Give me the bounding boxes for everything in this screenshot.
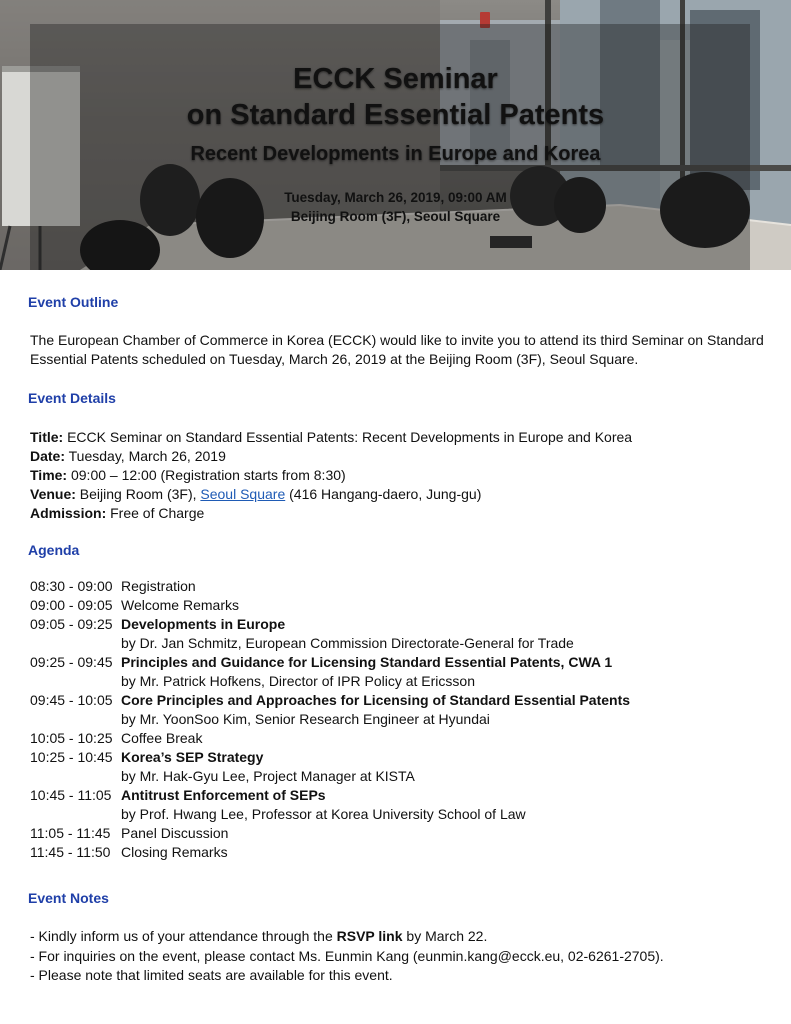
hero-date: Tuesday, March 26, 2019, 09:00 AM bbox=[284, 190, 507, 205]
detail-venue-prefix: Beijing Room (3F), bbox=[75, 486, 201, 502]
detail-admission-value: Free of Charge bbox=[106, 505, 205, 521]
agenda-speaker: by Prof. Hwang Lee, Professor at Korea University School of Law bbox=[121, 806, 526, 822]
agenda-row bbox=[30, 824, 770, 843]
details-heading: Event Details bbox=[28, 390, 116, 406]
agenda-row bbox=[30, 767, 770, 786]
agenda-session-title: Principles and Guidance for Licensing Standard Essential Patents, CWA 1 bbox=[121, 654, 613, 670]
agenda-row bbox=[30, 805, 770, 824]
agenda-row bbox=[30, 843, 770, 862]
agenda-session-title: Core Principles and Approaches for Licensing of Standard Essential Patents bbox=[121, 692, 631, 708]
hero-title-line1: ECCK Seminar bbox=[293, 63, 498, 95]
detail-date-value: Tuesday, March 26, 2019 bbox=[65, 448, 226, 464]
detail-title-value: ECCK Seminar on Standard Essential Patents: Recent Developments in Europe and Korea bbox=[63, 429, 633, 445]
agenda-row bbox=[30, 634, 770, 653]
agenda-time: 11:45 - 11:50 bbox=[30, 844, 111, 860]
seoul-square-link[interactable]: Seoul Square bbox=[200, 486, 286, 502]
detail-venue-label: Venue: bbox=[30, 486, 76, 502]
agenda-row bbox=[30, 748, 770, 767]
agenda-row bbox=[30, 729, 770, 748]
agenda-row bbox=[30, 672, 770, 691]
agenda-session-title: Coffee Break bbox=[121, 730, 203, 746]
detail-admission-row bbox=[30, 504, 204, 523]
agenda-row bbox=[30, 710, 770, 729]
agenda-session-title: Korea’s SEP Strategy bbox=[121, 749, 264, 765]
detail-venue-row bbox=[30, 485, 481, 504]
notes-list bbox=[30, 927, 770, 986]
note-rsvp-suffix: by March 22. bbox=[402, 928, 488, 944]
hero-title-line2: on Standard Essential Patents bbox=[186, 99, 605, 131]
hero-venue: Beijing Room (3F), Seoul Square bbox=[290, 209, 501, 224]
detail-time-value: 09:00 – 12:00 (Registration starts from 8:30) bbox=[67, 467, 346, 483]
agenda-time: 11:05 - 11:45 bbox=[30, 825, 111, 841]
note-rsvp-prefix: - Kindly inform us of your attendance through the bbox=[30, 928, 337, 944]
agenda-time: 10:25 - 10:45 bbox=[30, 749, 113, 765]
agenda-session-title: Developments in Europe bbox=[121, 616, 286, 632]
detail-date-label: Date: bbox=[30, 448, 66, 464]
agenda-speaker: by Dr. Jan Schmitz, European Commission Directorate-General for Trade bbox=[121, 635, 574, 651]
hero-subtitle: Recent Developments in Europe and Korea bbox=[190, 143, 601, 165]
outline-text: The European Chamber of Commerce in Korea (ECCK) would like to invite you to attend its third Seminar on Standard Essential Patents scheduled on Tuesday, March 26, 2019 at the Beijing Room (3F), Seoul Square. bbox=[30, 332, 764, 367]
agenda-row bbox=[30, 653, 770, 672]
agenda-time: 09:45 - 10:05 bbox=[30, 692, 113, 708]
agenda-time: 09:00 - 09:05 bbox=[30, 597, 113, 613]
agenda-row bbox=[30, 786, 770, 805]
agenda-time: 10:45 - 11:05 bbox=[30, 787, 112, 803]
agenda-session-title: Closing Remarks bbox=[121, 844, 228, 860]
agenda-list bbox=[30, 577, 770, 862]
agenda-time: 09:25 - 09:45 bbox=[30, 654, 113, 670]
detail-venue-suffix: (416 Hangang-daero, Jung-gu) bbox=[285, 486, 482, 502]
outline-heading: Event Outline bbox=[28, 294, 119, 310]
detail-time-row bbox=[30, 466, 346, 485]
agenda-time: 08:30 - 09:00 bbox=[30, 578, 113, 594]
hero-banner bbox=[0, 0, 791, 270]
note-item-seats: - Please note that limited seats are available for this event. bbox=[30, 967, 393, 983]
agenda-session-title: Panel Discussion bbox=[121, 825, 229, 841]
agenda-session-title: Registration bbox=[121, 578, 196, 594]
note-item-contact: - For inquiries on the event, please contact Ms. Eunmin Kang (eunmin.kang@ecck.eu, 02-6261-2705). bbox=[30, 947, 664, 964]
note-item-rsvp bbox=[30, 927, 770, 947]
agenda-session-title: Welcome Remarks bbox=[121, 597, 239, 613]
agenda-time: 10:05 - 10:25 bbox=[30, 730, 113, 746]
agenda-time: 09:05 - 09:25 bbox=[30, 616, 113, 632]
agenda-speaker: by Mr. Hak-Gyu Lee, Project Manager at KISTA bbox=[121, 768, 415, 784]
agenda-row bbox=[30, 615, 770, 634]
agenda-session-title: Antitrust Enforcement of SEPs bbox=[121, 787, 326, 803]
detail-title-row bbox=[30, 428, 632, 447]
agenda-heading: Agenda bbox=[28, 542, 80, 558]
detail-admission-label: Admission: bbox=[30, 505, 107, 521]
agenda-speaker: by Mr. YoonSoo Kim, Senior Research Engineer at Hyundai bbox=[121, 711, 490, 727]
detail-time-label: Time: bbox=[30, 467, 68, 483]
notes-heading: Event Notes bbox=[28, 890, 109, 906]
agenda-row bbox=[30, 596, 770, 615]
agenda-row bbox=[30, 577, 770, 596]
agenda-speaker: by Mr. Patrick Hofkens, Director of IPR Policy at Ericsson bbox=[121, 673, 475, 689]
detail-date-row bbox=[30, 447, 226, 466]
rsvp-link[interactable]: RSVP link bbox=[336, 928, 403, 944]
agenda-row bbox=[30, 691, 770, 710]
detail-title-label: Title: bbox=[30, 429, 64, 445]
